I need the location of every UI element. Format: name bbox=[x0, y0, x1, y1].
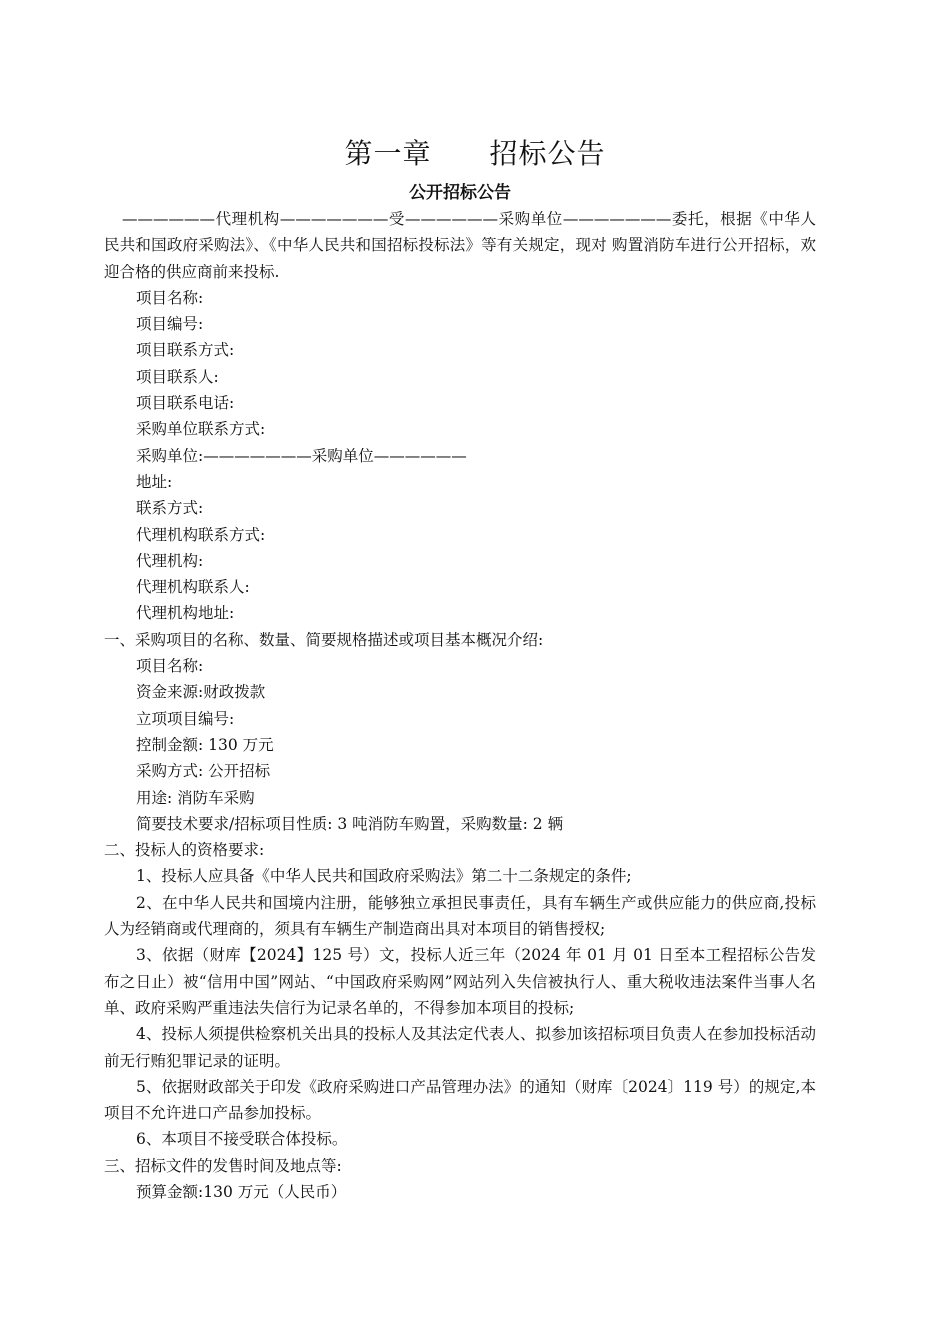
budget-line: 预算金额:130 万元（人民币） bbox=[136, 1182, 347, 1201]
contact-method-line: 联系方式: bbox=[136, 499, 204, 518]
qualification-item: 4、投标人须提供检察机关出具的投标人及其法定代表人、拟参加该招标项目负责人在参加投标活动前无行贿犯罪记录的证明。 bbox=[104, 1025, 816, 1070]
section-2-heading: 二、投标人的资格要求: bbox=[104, 841, 265, 860]
project-contact-phone-line: 项目联系电话: bbox=[136, 394, 235, 413]
project-name-line: 项目名称: bbox=[136, 288, 204, 307]
purchaser-line: 采购单位:———————采购单位—————— bbox=[136, 446, 467, 465]
project-contact-method-line: 项目联系方式: bbox=[136, 341, 235, 360]
qualification-item: 3、依据（财库【2024】125 号）文，投标人近三年（2024 年 01 月 01 日至本工程招标公告发布之日止）被“信用中国”网站、“中国政府采购网”网站列入失信被执行人、重大税收违法案件当事人名单、政府采购严重违法失信行为记录名单的，不得参加本项目的投标; bbox=[104, 946, 816, 1017]
section-3-heading: 三、招标文件的发售时间及地点等: bbox=[104, 1156, 342, 1175]
purchaser-contact-line: 采购单位联系方式: bbox=[136, 420, 266, 439]
qualification-item: 6、本项目不接受联合体投标。 bbox=[136, 1130, 348, 1149]
qualification-item: 1、投标人应具备《中华人民共和国政府采购法》第二十二条规定的条件; bbox=[136, 867, 632, 886]
notice-body bbox=[104, 206, 816, 1205]
qualification-item: 2、在中华人民共和国境内注册，能够独立承担民事责任，具有车辆生产或供应能力的供应商,投标人为经销商或代理商的，须具有车辆生产制造商出具对本项目的销售授权; bbox=[104, 893, 816, 939]
section-1-item: 控制金额: 130 万元 bbox=[136, 735, 274, 754]
notice-subtitle: 公开招标公告 bbox=[409, 183, 511, 203]
address-line: 地址: bbox=[136, 472, 173, 491]
project-number-line: 项目编号: bbox=[136, 315, 204, 334]
agency-address-line: 代理机构地址: bbox=[136, 604, 235, 623]
intro-paragraph: ——————代理机构———————受——————采购单位———————委托，根据《中华人民共和国政府采购法》、《中华人民共和国招标投标法》等有关规定，现对 购置消防车进行公开招标，欢迎合格的供应商前来投标. bbox=[104, 210, 816, 281]
section-1-item: 简要技术要求/招标项目性质: 3 吨消防车购置，采购数量: 2 辆 bbox=[136, 814, 564, 833]
section-1-item: 项目名称: bbox=[136, 657, 204, 676]
section-1-heading: 一、采购项目的名称、数量、简要规格描述或项目基本概况介绍: bbox=[104, 630, 544, 649]
section-1-item: 用途: 消防车采购 bbox=[136, 788, 255, 807]
agency-contact-line: 代理机构联系方式: bbox=[136, 525, 266, 544]
project-contact-person-line: 项目联系人: bbox=[136, 367, 219, 386]
section-1-item: 资金来源:财政拨款 bbox=[136, 683, 266, 702]
section-1-item: 采购方式: 公开招标 bbox=[136, 762, 271, 781]
chapter-title: 第一章 招标公告 bbox=[344, 137, 606, 170]
agency-contact-person-line: 代理机构联系人: bbox=[136, 578, 250, 597]
qualification-item: 5、依据财政部关于印发《政府采购进口产品管理办法》的通知（财库〔2024〕119 号）的规定,本项目不允许进口产品参加投标。 bbox=[104, 1077, 816, 1123]
section-1-item: 立项项目编号: bbox=[136, 709, 235, 728]
agency-line: 代理机构: bbox=[136, 551, 204, 570]
